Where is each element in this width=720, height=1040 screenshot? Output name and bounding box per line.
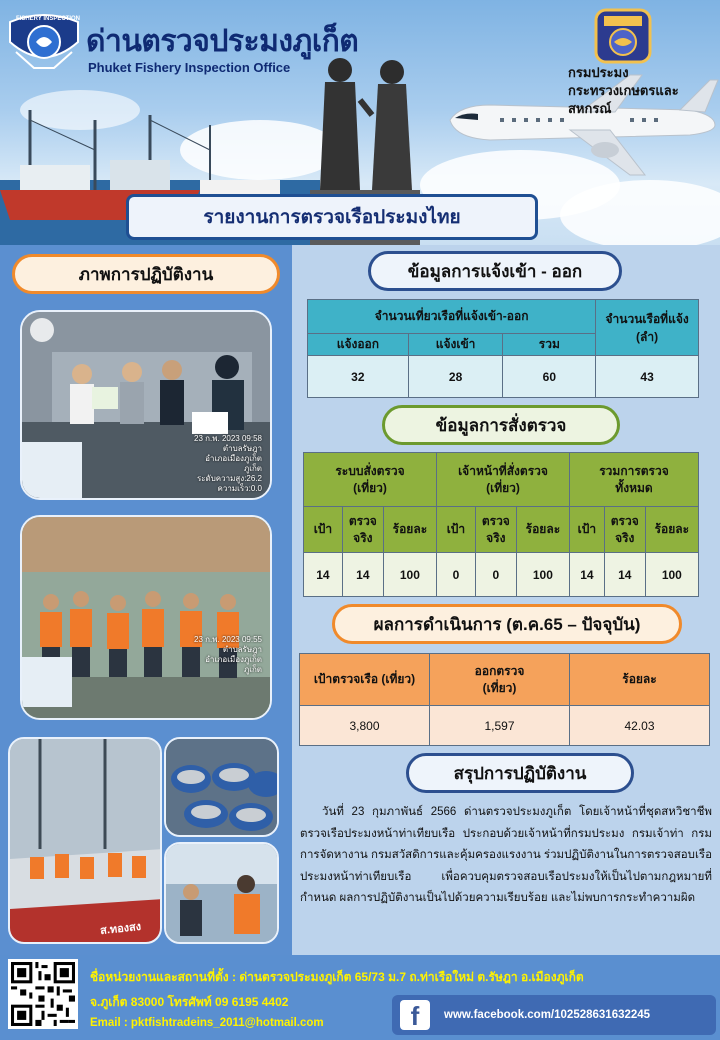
- col-actual: ตรวจ จริง: [342, 507, 383, 553]
- order-total-header: รวมการตรวจ ทั้งหมด: [570, 453, 699, 507]
- inspection-photo-5: [164, 842, 279, 944]
- header-banner: [0, 0, 720, 245]
- notify-section-heading: ข้อมูลการแจ้งเข้า - ออก: [368, 251, 622, 291]
- order-section-heading: ข้อมูลการสั่งตรวจ: [382, 405, 620, 445]
- department-of-fisheries-seal-icon: [594, 8, 652, 64]
- results-inspected-header: ออกตรวจ (เที่ยว): [430, 654, 570, 706]
- results-table: [299, 653, 710, 746]
- col-percent: ร้อยละ: [383, 507, 436, 553]
- stamp-line: 23 ก.พ. 2023 09:55: [194, 635, 262, 644]
- col-target: เป้า: [570, 507, 605, 553]
- stamp-line: ตำบลรัษฎา: [222, 645, 262, 654]
- stamp-line: 23 ก.พ. 2023 09:58: [194, 434, 262, 443]
- notify-out-value: 32: [308, 356, 409, 398]
- stamp-line: อำเภอเมืองภูเก็ต: [205, 454, 262, 463]
- office-name-english: Phuket Fishery Inspection Office: [88, 60, 291, 75]
- summary-section-heading: สรุปการปฏิบัติงาน: [406, 753, 634, 793]
- facebook-url[interactable]: www.facebook.com/102528631632245: [444, 1009, 651, 1021]
- order-value: 100: [516, 553, 569, 597]
- photo-2-timestamp: [194, 635, 262, 675]
- notify-boats-header: จำนวนเรือที่แจ้ง (ลำ): [596, 300, 699, 356]
- boat-name-label: ส.ทองสง: [99, 920, 142, 938]
- notify-out-header: แจ้งออก: [308, 334, 409, 356]
- order-value: 14: [604, 553, 645, 597]
- stamp-line: ความเร็ว:0.0: [217, 484, 262, 493]
- stamp-line: ระดับความสูง:26.2: [196, 474, 262, 483]
- department-name: [568, 64, 720, 118]
- col-actual: ตรวจ จริง: [475, 507, 516, 553]
- notify-in-header: แจ้งเข้า: [408, 334, 503, 356]
- facebook-link[interactable]: [392, 995, 716, 1035]
- stamp-line: อำเภอเมืองภูเก็ต: [205, 655, 262, 664]
- inspection-photo-2: [20, 515, 272, 720]
- footer-email[interactable]: Email : pktfishtradeins_2011@hotmail.com: [90, 1017, 324, 1029]
- col-percent: ร้อยละ: [645, 507, 698, 553]
- notify-total-header: รวม: [503, 334, 596, 356]
- notify-trips-header: จำนวนเที่ยวเรือที่แจ้งเข้า-ออก: [308, 300, 596, 334]
- results-target-header: เป้าตรวจเรือ (เที่ยว): [300, 654, 430, 706]
- results-section-heading: ผลการดำเนินการ (ต.ค.65 – ปัจจุบัน): [332, 604, 682, 644]
- operations-photos-heading: ภาพการปฏิบัติงาน: [12, 254, 280, 294]
- report-title: รายงานการตรวจเรือประมงไทย: [126, 194, 538, 240]
- facebook-icon: f: [400, 1000, 430, 1030]
- office-name-thai: ด่านตรวจประมงภูเก็ต: [86, 25, 359, 58]
- order-value: 0: [475, 553, 516, 597]
- order-value: 100: [383, 553, 436, 597]
- col-target: เป้า: [304, 507, 343, 553]
- order-value: 14: [342, 553, 383, 597]
- photo-1-timestamp: [194, 434, 262, 494]
- order-value: 0: [437, 553, 476, 597]
- order-officer-header: เจ้าหน้าที่สั่งตรวจ (เที่ยว): [437, 453, 570, 507]
- inspection-photo-1: [20, 310, 272, 500]
- order-table: [303, 452, 699, 597]
- footer-address-line-1: ชื่อหน่วยงานและสถานที่ตั้ง : ด่านตรวจประมงภูเก็ต 65/73 ม.7 ถ.ท่าเรือใหม่ ต.รัษฎา อ.เมืองภูเก็ต: [90, 970, 584, 984]
- inspection-photo-4: [164, 737, 279, 837]
- results-percent-header: ร้อยละ: [570, 654, 710, 706]
- department-line-2: กระทรวงเกษตรและสหกรณ์: [568, 83, 679, 116]
- results-inspected-value: 1,597: [430, 706, 570, 746]
- col-target: เป้า: [437, 507, 476, 553]
- inspection-photo-3: [8, 737, 162, 944]
- logo-badge-text: FISHERY INSPECTION: [16, 16, 81, 22]
- results-percent-value: 42.03: [570, 706, 710, 746]
- notify-in-value: 28: [408, 356, 503, 398]
- stamp-line: ภูเก็ต: [243, 665, 262, 674]
- notify-boats-value: 43: [596, 356, 699, 398]
- notify-total-value: 60: [503, 356, 596, 398]
- order-value: 14: [570, 553, 605, 597]
- results-target-value: 3,800: [300, 706, 430, 746]
- department-line-1: กรมประมง: [568, 65, 629, 80]
- order-value: 100: [645, 553, 698, 597]
- stamp-line: ตำบลรัษฎา: [222, 444, 262, 453]
- notify-table: [307, 299, 699, 398]
- stamp-line: ภูเก็ต: [243, 464, 262, 473]
- order-system-header: ระบบสั่งตรวจ (เที่ยว): [304, 453, 437, 507]
- col-actual: ตรวจ จริง: [604, 507, 645, 553]
- col-percent: ร้อยละ: [516, 507, 569, 553]
- order-value: 14: [304, 553, 343, 597]
- footer-address-line-2: จ.ภูเก็ต 83000 โทรศัพท์ 09 6195 4402: [90, 995, 289, 1009]
- summary-paragraph: วันที่ 23 กุมภาพันธ์ 2566 ด่านตรวจประมงภูเก็ต โดยเจ้าหน้าที่ชุดสหวิชาชีพตรวจเรือประมงหน้าท่าเทียบเรือ ประกอบด้วยเจ้าหน้าที่กรมประมง กรมเจ้าท่า กรมการจัดหางาน กรมสวัสดิการและคุ้มครองแรงงาน ร่วมปฏิบัติงานในการตรวจสอบเรือประมงหน้าท่าเทียบเรือ เพื่อควบคุมตรวจสอบเรือประมงให้เป็นไปตามกฎหมายที่กำหนด ผลการปฏิบัติงานเป็นไปด้วยความเรียบร้อย และไม่พบการกระทำความผิด: [300, 806, 712, 904]
- qr-code-icon[interactable]: [8, 959, 78, 1029]
